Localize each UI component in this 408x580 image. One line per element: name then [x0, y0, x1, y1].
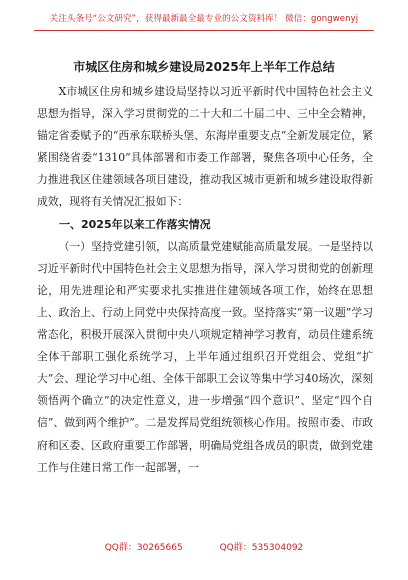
- header-banner: 关注头条号“公文研究”，获得最新最全最专业的公文资料库！ 微信：gongwenyj: [49, 14, 359, 24]
- footer-qq-group-2: QQ群：535304092: [219, 543, 304, 553]
- document-title: 市城区住房和城乡建设局2025年上半年工作总结: [73, 60, 335, 74]
- document-body: [37, 81, 373, 479]
- footer-qq-group-1: QQ群：30265665: [104, 543, 183, 553]
- section-paragraph: （一）坚持党建引领，以高质量党建赋能高质量发展。一是坚持以习近平新时代中国特色社会主义思想为指导，深入学习贯彻党的创新理论，用先进理论和严实要求扎实推进住建领域各项工作，始终在思想上、政治上、行动上同党中央保持高度一致。坚持落实“第一议题”学习常态化，积极开展深入贯彻中央八项规定精神学习教育，动员住建系统全体干部职工强化系统学习，上半年通过组织召开党组会、党组“扩大”会、理论学习中心组、全体干部职工会议等集中学习40场次，深刻领悟两个确立”的决定性意义，进一步增强“四个意识”、坚定“四个自信”、做到两个维护”。二是发挥局党组统领核心作用。按照市委、市政府和区委、区政府重要工作部署，明确局党组各成员的职责，做到党建工作与住建日常工作一起部署，一: [37, 239, 373, 474]
- footer-contact: [0, 540, 408, 553]
- intro-paragraph: X市城区住房和城乡建设局坚持以习近平新时代中国特色社会主义思想为指导，深入学习贯彻党的二十大和二十届二中、三中全会精神，锚定省委赋予的“西承东联桥头堡、东海岸重要支点”全新发展定位，紧紧围绕省委“1310”具体部署和市委工作部署，聚焦各项中心任务，全力推进我区住建领域各项目建设，推动我区城市更新和城乡建设取得新成效，现将有关情况汇报如下：: [37, 85, 373, 209]
- header-divider: [34, 30, 374, 31]
- section-heading: 一、2025年以来工作落实情况: [59, 217, 211, 231]
